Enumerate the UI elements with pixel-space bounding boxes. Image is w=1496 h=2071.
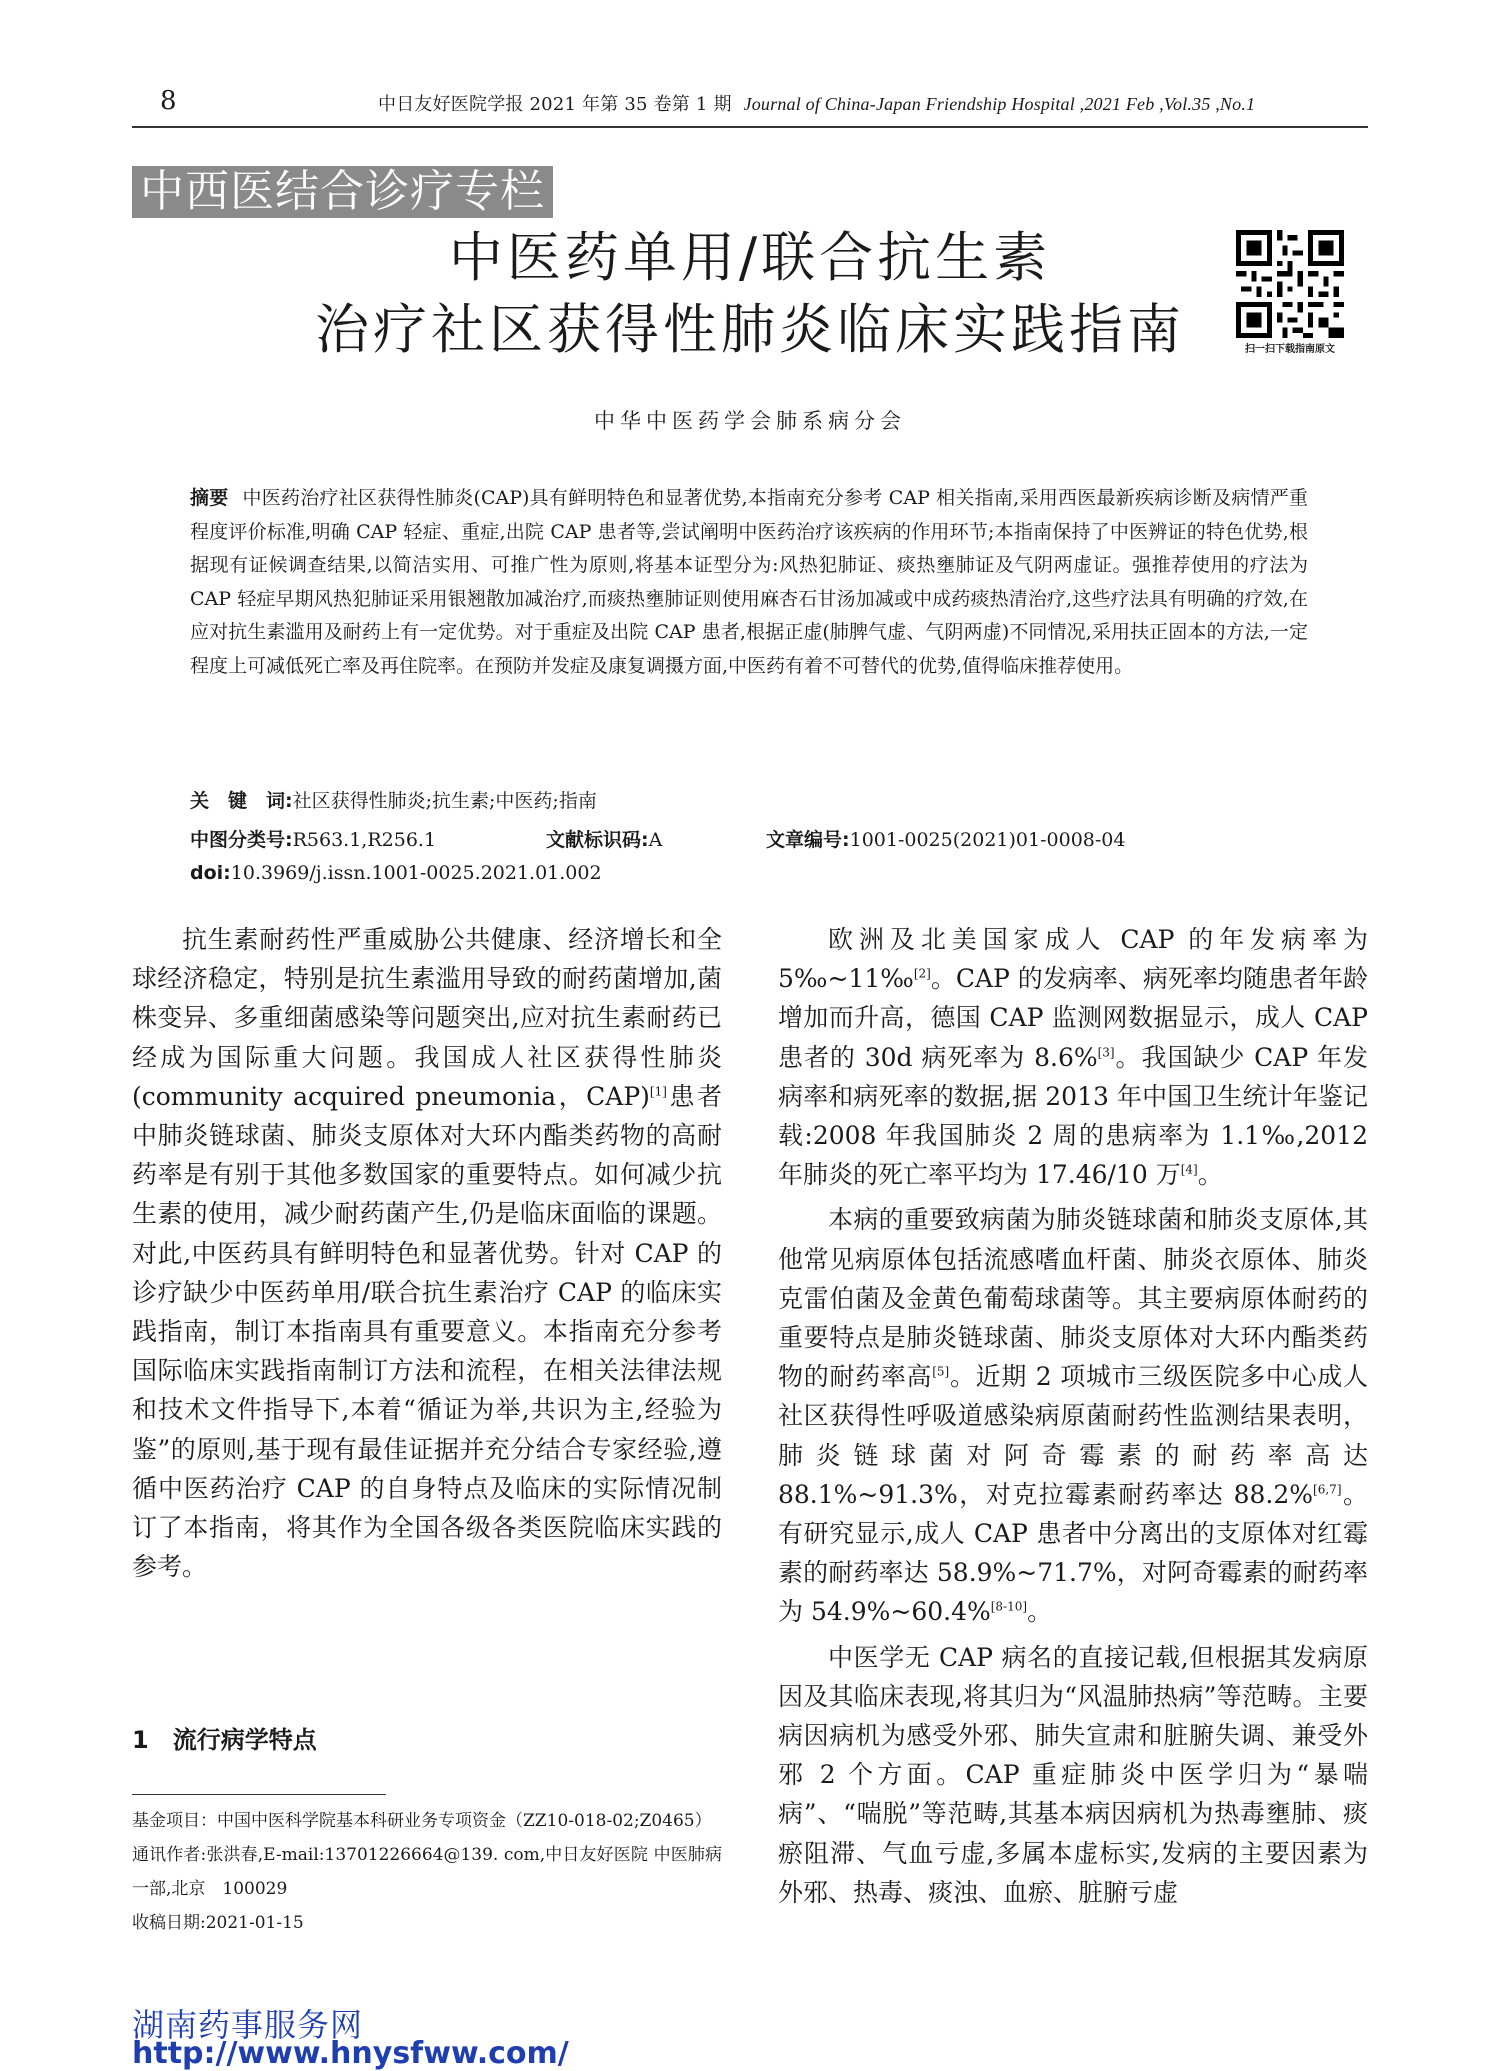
citation-ref[interactable]: [8-10] <box>990 1600 1028 1615</box>
article-number-value: 1001-0025(2021)01-0008-04 <box>849 829 1126 851</box>
section-heading-1 <box>132 1720 317 1755</box>
doc-code-label: 文献标识码: <box>546 829 649 851</box>
epi-text-a: 欧洲及北美国家成人 CAP 的年发病率为 5‰~11‰ <box>778 925 1368 994</box>
citation-ref[interactable]: [3] <box>1097 1045 1115 1060</box>
epi-text-c: 。我国缺少 CAP 年发病率和病死率的数据,据 2013 年中国卫生统计年鉴记载:2008 年我国肺炎 2 周的患病率为 1.1‰,2012 年肺炎的死亡率平均为 17.46/10 万 <box>778 1042 1368 1190</box>
citation-ref[interactable]: [1] <box>649 1084 667 1099</box>
body-right-column <box>778 920 1368 1912</box>
intro-paragraph <box>132 920 722 1586</box>
citation-ref[interactable]: [6,7] <box>1313 1482 1342 1497</box>
section-number: 1 <box>132 1726 149 1754</box>
intro-text-a: 抗生素耐药性严重威胁公共健康、经济增长和全球经济稳定，特别是抗生素滥用导致的耐药菌增加,菌株变异、多重细菌感染等问题突出,应对抗生素耐药已经成为国际重大问题。我国成人社区获得性肺炎(community acquired pneumonia，CAP) <box>132 925 722 1111</box>
classification-line <box>190 825 1125 852</box>
epi-text-d: 。 <box>1197 1160 1223 1190</box>
title-line-1: 中医药单用/联合抗生素 <box>448 226 1052 289</box>
fund-note: 基金项目：中国中医科学院基本科研业务专项资金（ZZ10-018-02;Z0465） <box>132 1811 712 1831</box>
abstract-label: 摘要 <box>190 487 229 509</box>
pathogen-text-b: 。近期 2 项城市三级医院多中心成人社区获得性呼吸道感染病原菌耐药性监测结果表明，肺炎链球菌对阿奇霉素的耐药率高达 88.1%~91.3%，对克拉霉素耐药率达 88.2% <box>778 1362 1368 1509</box>
title-line-2: 治疗社区获得性肺炎临床实践指南 <box>315 298 1185 361</box>
corresponding-author-note: 通讯作者:张洪春,E-mail:13701226664@139. com,中日友好医院 中医肺病一部,北京 100029 <box>132 1845 722 1899</box>
header-rule <box>132 126 1368 128</box>
body-left-column <box>132 920 722 1586</box>
section-title: 流行病学特点 <box>172 1726 317 1754</box>
doi-label: doi: <box>190 862 231 884</box>
keywords-text: 社区获得性肺炎;抗生素;中医药;指南 <box>292 790 597 812</box>
article-number-label: 文章编号: <box>766 829 850 851</box>
qr-code-icon[interactable] <box>1236 230 1344 338</box>
intro-text-b: 患者中肺炎链球菌、肺炎支原体对大环内酯类药物的高耐药率是有别于其他多数国家的重要特点。如何减少抗生素的使用，减少耐药菌产生,仍是临床面临的课题。对此,中医药具有鲜明特色和显著优势。针对 CAP 的诊疗缺少中医药单用/联合抗生素治疗 CAP 的临床实践指南，制订本指南具有重要意义。本指南充分参考国际临床实践指南制订方法和流程，在相关法律法规和技术文件指导下,本着“循证为举,共识为主,经验为鉴”的原则,基于现有最佳证据并充分结合专家经验,遵循中医药治疗 CAP 的自身特点及临床的实际情况制订了本指南，将其作为全国各级各类医院临床实践的参考。 <box>132 1081 722 1582</box>
epi-text-b: 。CAP 的发病率、病死率均随患者年龄增加而升高，德国 CAP 监测网数据显示，成人 CAP 患者的 30d 病死率为 8.6% <box>778 964 1368 1072</box>
citation-ref[interactable]: [5] <box>932 1364 950 1379</box>
column-tag: 中西医结合诊疗专栏 <box>132 166 553 218</box>
doi-link[interactable]: 10.3969/j.issn.1001-0025.2021.01.002 <box>230 862 602 884</box>
pathogen-text-d: 。 <box>1027 1597 1053 1627</box>
received-date-note: 收稿日期:2021-01-15 <box>132 1913 304 1933</box>
tcm-paragraph: 中医学无 CAP 病名的直接记载,但根据其发病原因及其临床表现,将其归为“风温肺热病”等范畴。主要病因病机为感受外邪、肺失宣肃和脏腑失调、兼受外邪 2 个方面。CAP 重症肺炎中医学归为“暴喘病”、“喘脱”等范畴,其基本病因病机为热毒壅肺、痰瘀阻滞、气血亏虚,多属本虚标实,发病的主要因素为外邪、热毒、痰浊、血瘀、脏腑亏虚 <box>778 1642 1368 1907</box>
author-group: 中华中医药学会肺系病分会 <box>594 409 906 433</box>
footnotes <box>132 1804 722 1940</box>
doc-code-value: A <box>648 829 663 851</box>
epidemiology-paragraph-2 <box>778 1200 1368 1631</box>
keywords-label: 关 键 词: <box>190 790 293 812</box>
article-title <box>300 222 1200 366</box>
clc-value: R563.1,R256.1 <box>292 829 437 851</box>
keywords <box>190 786 597 813</box>
clc-label: 中图分类号: <box>190 829 293 851</box>
doi-line <box>190 862 602 884</box>
watermark-site-name: 湖南药事服务网 <box>132 2006 364 2044</box>
abstract-text: 中医药治疗社区获得性肺炎(CAP)具有鲜明特色和显著优势,本指南充分参考 CAP 相关指南,采用西医最新疾病诊断及病情严重程度评价标准,明确 CAP 轻症、重症,出院 CAP 患者等,尝试阐明中医药治疗该疾病的作用环节;本指南保持了中医辨证的特色优势,根据现有证候调查结果,以简洁实用、可推广性为原则,将基本证型分为:风热犯肺证、痰热壅肺证及气阴两虚证。强推荐使用的疗法为 CAP 轻症早期风热犯肺证采用银翘散加减治疗,而痰热壅肺证则使用麻杏石甘汤加减或中成药痰热清治疗,这些疗法具有明确的疗效,在应对抗生素滥用及耐药上有一定优势。对于重症及出院 CAP 患者,根据正虚(肺脾气虚、气阴两虚)不同情况,采用扶正固本的方法,一定程度上可减低死亡率及再住院率。在预防并发症及康复调摄方面,中医药有着不可替代的优势,值得临床推荐使用。 <box>190 487 1308 677</box>
pathogen-text-a: 本病的重要致病菌为肺炎链球菌和肺炎支原体,其他常见病原体包括流感嗜血杆菌、肺炎衣原体、肺炎克雷伯菌及金黄色葡萄球菌等。其主要病原体耐药的重要特点是肺炎链球菌、肺炎支原体对大环内酯类药物的耐药率高 <box>778 1205 1368 1392</box>
abstract <box>190 482 1308 683</box>
qr-caption: 扫一扫下载指南原文 <box>1245 344 1335 355</box>
epidemiology-paragraph-1 <box>778 920 1368 1194</box>
citation-ref[interactable]: [2] <box>913 966 931 981</box>
watermark-url-link[interactable]: http://www.hnysfww.com/ <box>132 2036 569 2071</box>
pathogen-text-c: 。有研究显示,成人 CAP 患者中分离出的支原体对红霉素的耐药率达 58.9%~71.7%，对阿奇霉素的耐药率为 54.9%~60.4% <box>778 1479 1368 1627</box>
footnote-rule <box>132 1794 386 1795</box>
page-number: 8 <box>160 86 177 116</box>
journal-name-cn: 中日友好医院学报 2021 年第 35 卷第 1 期 <box>378 94 732 115</box>
running-header <box>378 90 1255 116</box>
citation-ref[interactable]: [4] <box>1180 1162 1198 1177</box>
journal-name-en: Journal of China-Japan Friendship Hospital ,2021 Feb ,Vol.35 ,No.1 <box>743 94 1256 114</box>
